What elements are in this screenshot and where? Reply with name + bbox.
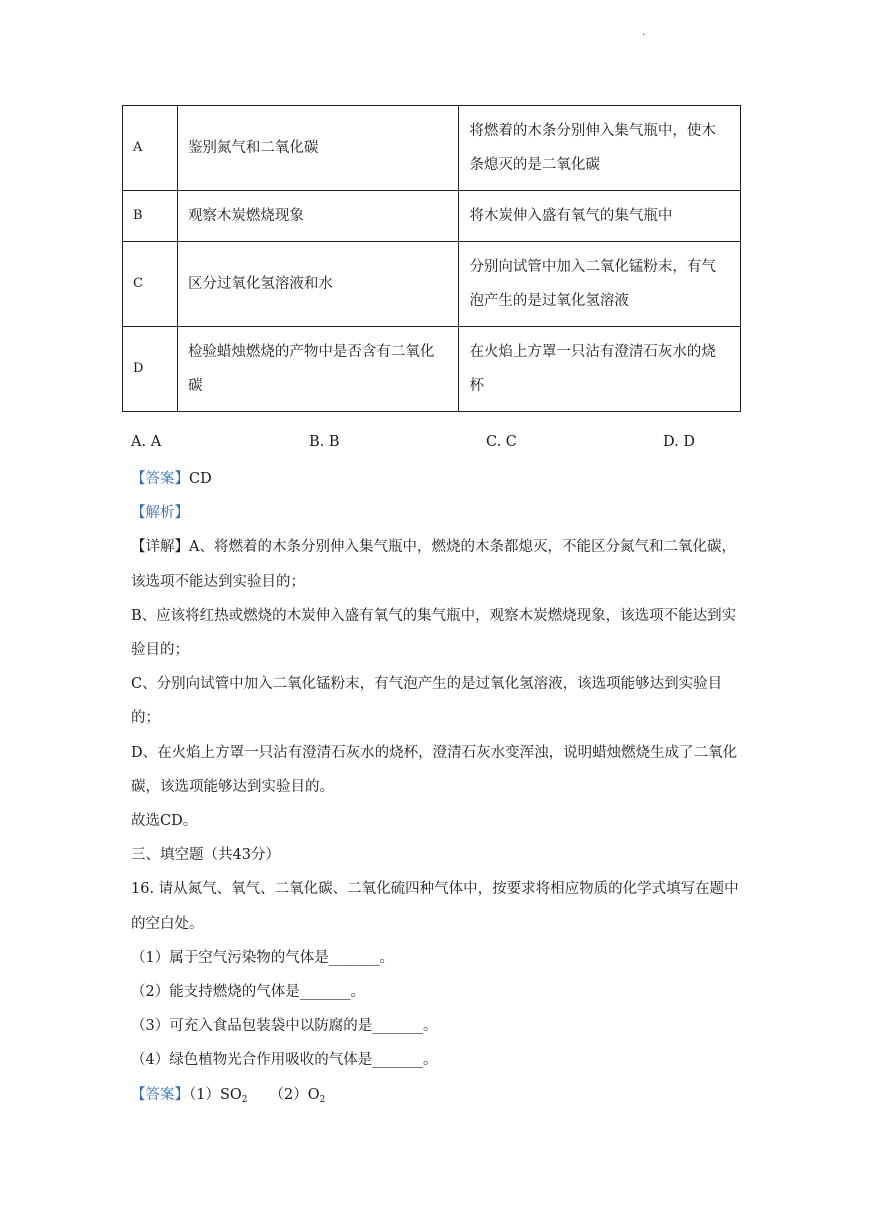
choice-d: D. D (663, 434, 695, 450)
detail-a-text: A、将燃着的木条分别伸入集气瓶中，燃烧的木条都熄灭，不能区分氮气和二氧化碳，该选项不能达到实验目的； (131, 539, 736, 590)
table-row (123, 327, 741, 412)
experiment-cell: 鉴别氮气和二氧化碳 (177, 106, 459, 191)
section-title: 三、填空题（共43分） (131, 847, 280, 864)
table-row (123, 191, 741, 242)
table-row (123, 242, 741, 327)
solution-body (131, 462, 743, 1117)
question-item-4: （4）绿色植物光合作用吸收的气体是_______。 (131, 1052, 438, 1069)
final-answer-part2: （2）O (269, 1086, 320, 1103)
options-table (122, 105, 741, 412)
choice-a: A. A (131, 434, 162, 450)
table-row (123, 106, 741, 191)
detail-b: B、应该将红热或燃烧的木炭伸入盛有氧气的集气瓶中，观察木炭燃烧现象，该选项不能达到实验目的； (131, 607, 737, 659)
experiment-cell: 检验蜡烛燃烧的产物中是否含有二氧化碳 (177, 327, 459, 412)
detail-tag: 【详解】 (131, 539, 189, 556)
header-mark: · (642, 30, 646, 41)
question-item-2: （2）能支持燃烧的气体是_______。 (131, 984, 365, 1001)
answer-line (131, 462, 743, 496)
method-cell: 将木炭伸入盛有氧气的集气瓶中 (459, 191, 741, 242)
conclusion: 故选CD。 (131, 813, 198, 830)
choice-b: B. B (309, 434, 340, 450)
final-answer-part1: （1）SO (189, 1086, 242, 1103)
final-answer-tag: 【答案】 (131, 1086, 189, 1103)
final-answer-part2-sub: 2 (319, 1094, 326, 1105)
answer-choices (131, 434, 771, 454)
option-label: B (123, 191, 178, 242)
method-cell: 分别向试管中加入二氧化锰粉末，有气泡产生的是过氧化氢溶液 (459, 242, 741, 327)
choice-c: C. C (486, 434, 517, 450)
option-label: C (123, 242, 178, 327)
analysis-tag: 【解析】 (131, 505, 189, 522)
method-cell: 将燃着的木条分别伸入集气瓶中，使木条熄灭的是二氧化碳 (459, 106, 741, 191)
method-cell: 在火焰上方罩一只沾有澄清石灰水的烧杯 (459, 327, 741, 412)
detail-d: D、在火焰上方罩一只沾有澄清石灰水的烧杯，澄清石灰水变浑浊，说明蜡烛燃烧生成了二氧化碳，该选项能够达到实验目的。 (131, 744, 738, 795)
answer-value: CD (189, 471, 212, 487)
option-label: D (123, 327, 178, 412)
experiment-cell: 观察木炭燃烧现象 (177, 191, 459, 242)
option-label: A (123, 106, 178, 191)
final-answer-part1-sub: 2 (241, 1094, 248, 1105)
detail-a (131, 530, 743, 598)
question-item-1: （1）属于空气污染物的气体是_______。 (131, 949, 394, 966)
detail-c: C、分别向试管中加入二氧化锰粉末，有气泡产生的是过氧化氢溶液，该选项能够达到实验目的； (131, 676, 723, 727)
question-item-3: （3）可充入食品包装袋中以防腐的是_______。 (131, 1018, 438, 1035)
experiment-cell: 区分过氧化氢溶液和水 (177, 242, 459, 327)
question-text: 16. 请从氮气、氧气、二氧化碳、二氧化硫四种气体中，按要求将相应物质的化学式填写在题中的空白处。 (131, 881, 739, 932)
answer-tag: 【答案】 (131, 471, 189, 487)
final-answer-line (131, 1078, 743, 1117)
